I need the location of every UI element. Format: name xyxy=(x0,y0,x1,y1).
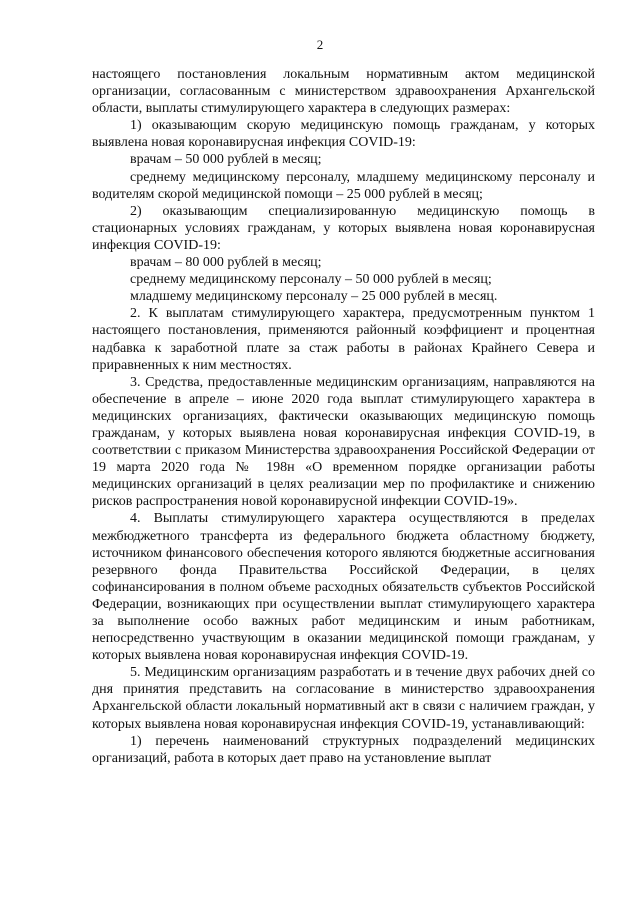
paragraph-section-2: 2. К выплатам стимулирующего характера, предусмотренным пунктом 1 настоящего постановления, применяются районный коэффициент и процентная надбавка к заработной плате за стаж работы в районах Крайнего Севера и приравненных к ним местностях. xyxy=(92,306,595,373)
paragraph-section-4: 4. Выплаты стимулирующего характера осуществляются в пределах межбюджетного трансферта из федерального бюджета областному бюджету, источником финансового обеспечения которого являются бюджетные ассигнования резервного фонда Правительства Российской Федерации, в целях софинансирования в полном объеме расходных обязательств субъектов Российской Федерации, возникающих при осуществлении выплат стимулирующего характера за выполнение особо важных работ медицинским и иным работникам, непосредственно участвующим в оказании медицинской помощи гражданам, у которых выявлена новая коронавирусная инфекция COVID-19. xyxy=(92,511,595,664)
page-number: 2 xyxy=(316,37,324,52)
paragraph-section-3: 3. Средства, предоставленные медицинским организациям, направляются на обеспечение в апреле – июне 2020 года выплат стимулирующего характера в медицинских организациях, фактически оказывающих медицинскую помощь гражданам, у которых выявлена новая коронавирусная инфекция COVID-19, в соответствии с приказом Министерства здравоохранения Российской Федерации от 19 марта 2020 года № 198н «О временном порядке организации работы медицинских организаций в целях реализации мер по профилактике и снижению рисков распространения новой коронавирусной инфекции COVID-19». xyxy=(92,374,595,510)
paragraph-inpatient-junior-staff: младшему медицинскому персоналу – 25 000 рублей в месяц. xyxy=(130,289,498,305)
paragraph-item-2-inpatient: 2) оказывающим специализированную медицинскую помощь в стационарных условиях гражданам, у которых выявлена новая коронавирусная инфекция COVID-19: xyxy=(92,203,595,253)
paragraph-ambulance-doctors: врачам – 50 000 рублей в месяц; xyxy=(130,152,322,168)
paragraph-section-5: 5. Медицинским организациям разработать и в течение двух рабочих дней со дня принятия представить на согласование в министерство здравоохранения Архангельской области локальный нормативный акт в связи с наличием граждан, у которых выявлена новая коронавирусная инфекция COVID-19, устанавливающий: xyxy=(92,665,595,732)
paragraph-item-1-ambulance: 1) оказывающим скорую медицинскую помощь гражданам, у которых выявлена новая коронавирусная инфекция COVID-19: xyxy=(92,118,595,151)
paragraph-intro: настоящего постановления локальным нормативным актом медицинской организации, согласованным с министерством здравоохранения Архангельской области, выплаты стимулирующего характера в следующих размерах: xyxy=(92,67,595,117)
paragraph-inpatient-mid-staff: среднему медицинскому персоналу – 50 000 рублей в месяц; xyxy=(130,272,492,288)
paragraph-inpatient-doctors: врачам – 80 000 рублей в месяц; xyxy=(130,255,322,271)
document-body xyxy=(92,66,595,767)
paragraph-section-5-item-1: 1) перечень наименований структурных подразделений медицинских организаций, работа в которых дает право на установление выплат xyxy=(92,733,595,766)
paragraph-ambulance-staff: среднему медицинскому персоналу, младшему медицинскому персоналу и водителям скорой медицинской помощи – 25 000 рублей в месяц; xyxy=(92,169,595,202)
